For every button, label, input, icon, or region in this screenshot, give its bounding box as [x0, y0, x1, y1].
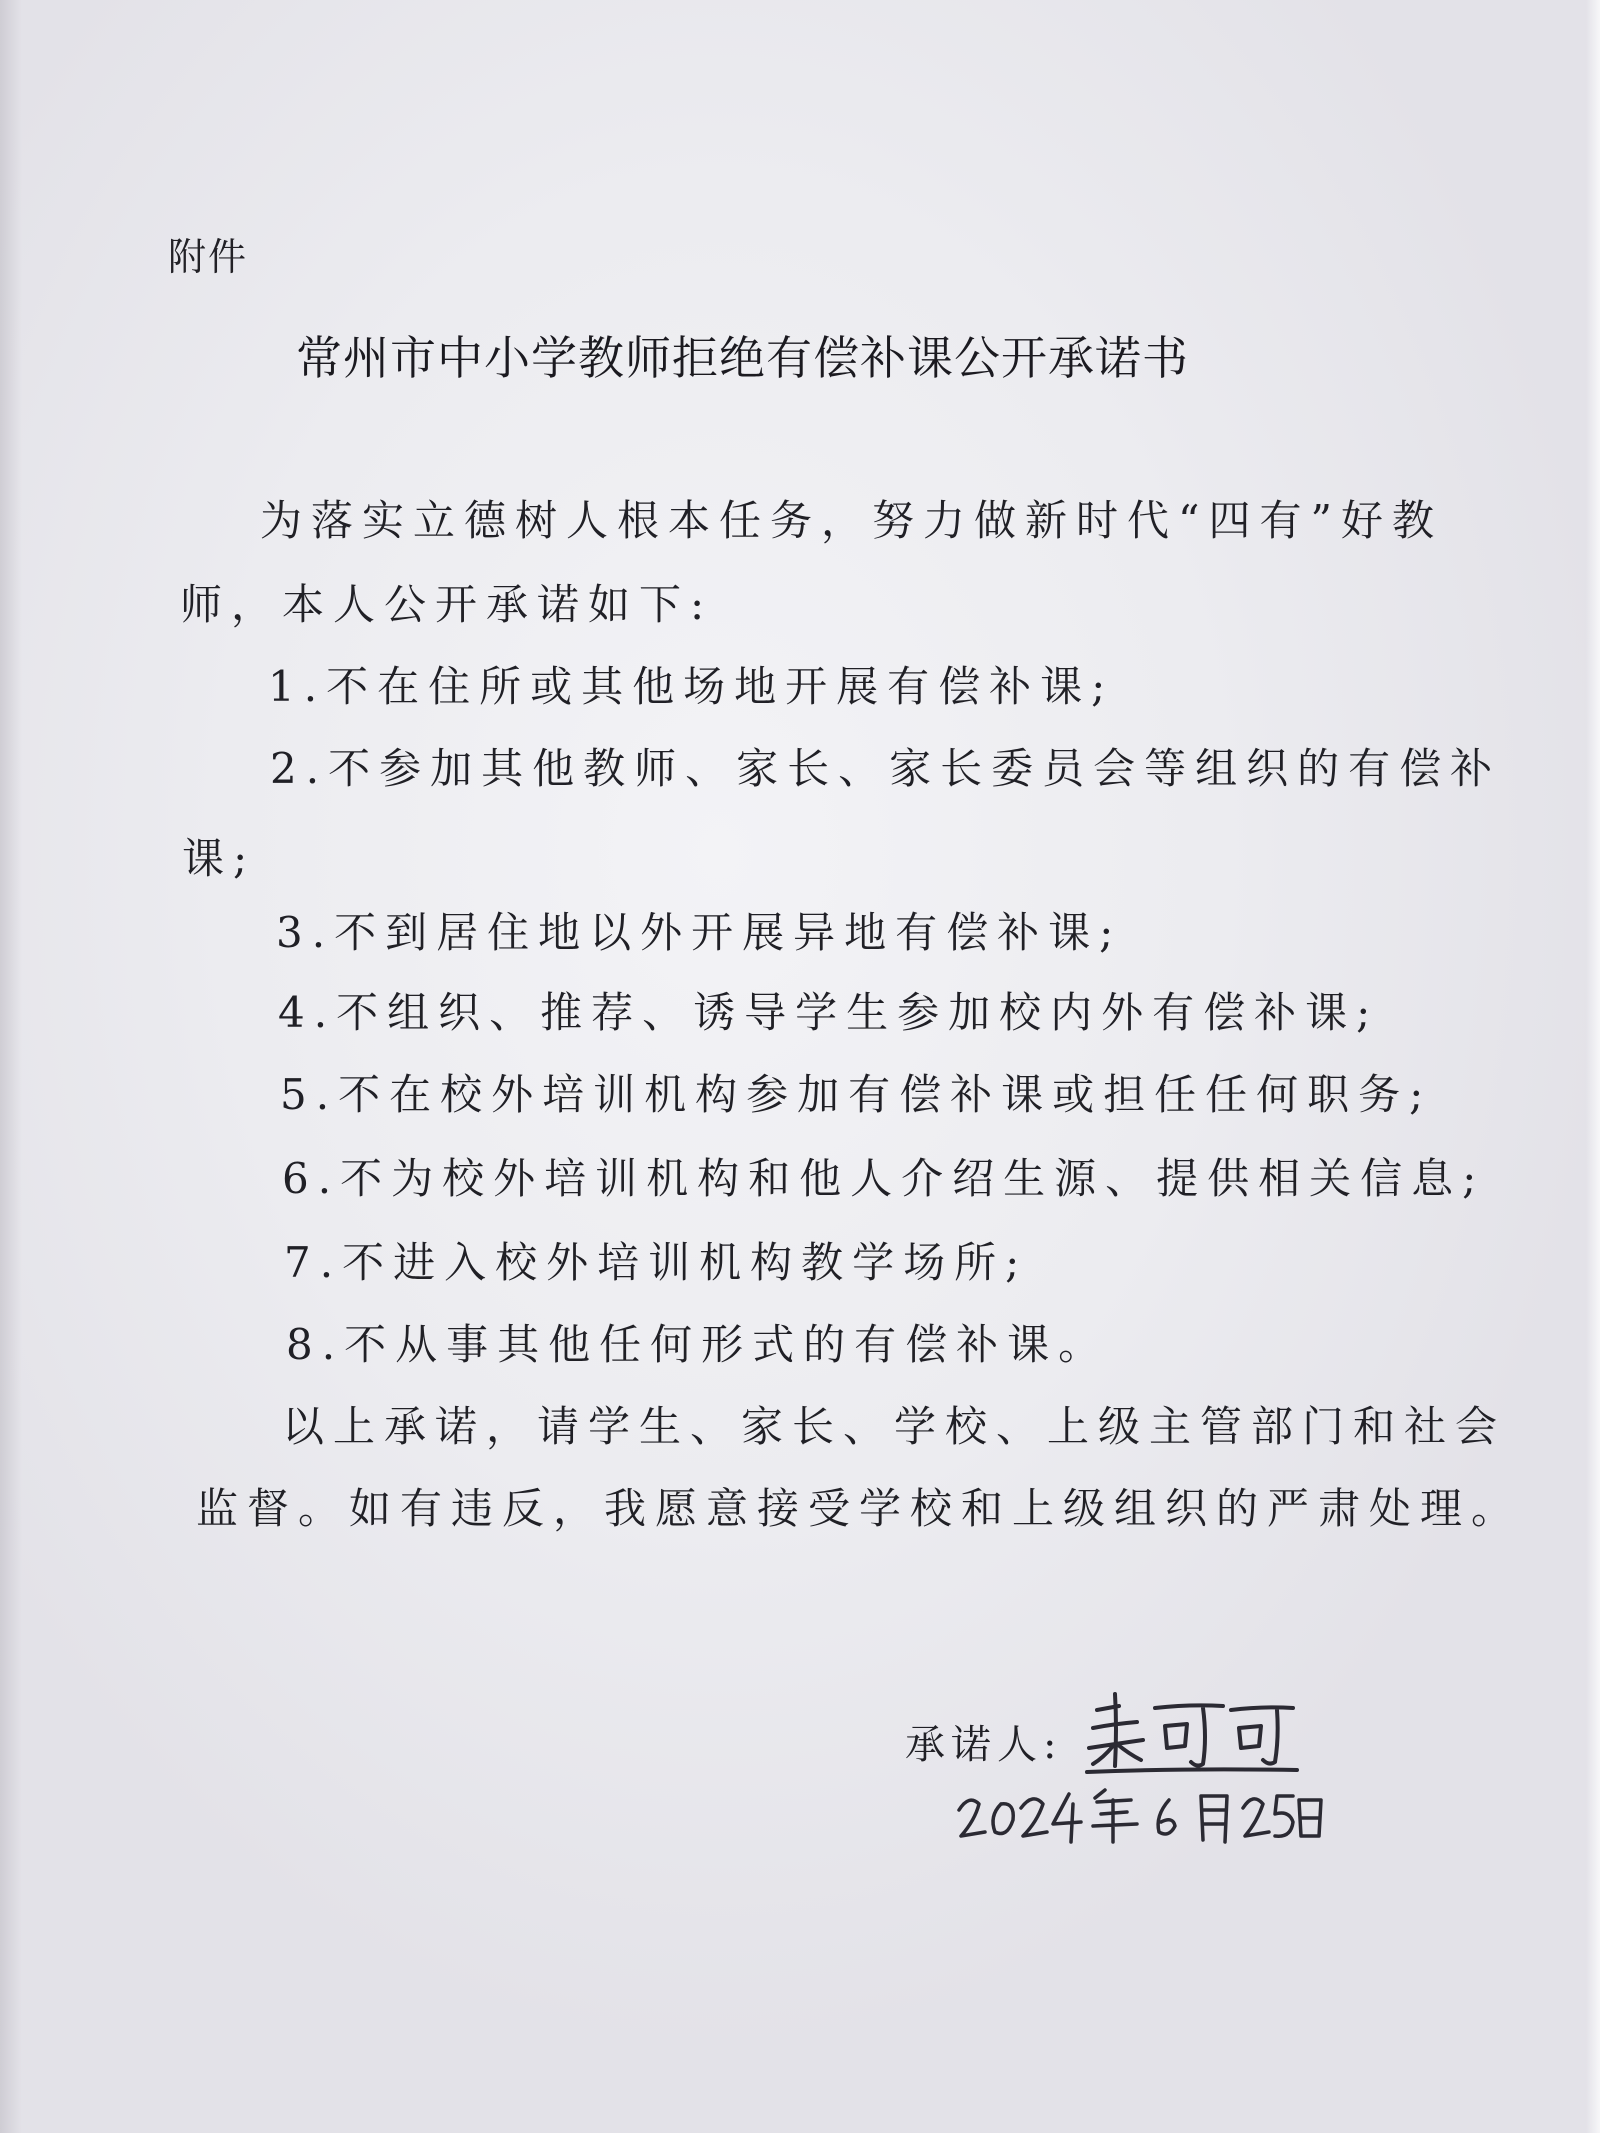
pledge-item: 6.不为校外培训机构和他人介绍生源、提供相关信息; — [282, 1154, 1486, 1203]
pledge-item: 3.不到居住地以外开展异地有偿补课; — [276, 908, 1123, 957]
handwritten-signature — [1085, 1688, 1300, 1778]
page-shadow — [0, 0, 22, 2133]
pledge-item: 8.不从事其他任何形式的有偿补课。 — [286, 1320, 1110, 1369]
pledge-item: 2.不参加其他教师、家长、家长委员会等组织的有偿补 — [270, 744, 1502, 793]
handwritten-date — [955, 1780, 1325, 1850]
pledge-item: 5.不在校外培训机构参加有偿补课或担任任何职务; — [280, 1070, 1433, 1119]
body-line: 以上承诺，请学生、家长、学校、上级主管部门和社会 — [282, 1402, 1507, 1451]
page-edge — [1586, 0, 1600, 2133]
body-line: 师，本人公开承诺如下: — [180, 580, 714, 629]
signer-label: 承诺人: — [905, 1722, 1063, 1768]
body-line: 监督。如有违反，我愿意接受学校和上级组织的严肃处理。 — [196, 1484, 1523, 1533]
document-title: 常州市中小学教师拒绝有偿补课公开承诺书 — [296, 331, 1189, 385]
body-line: 课; — [182, 834, 257, 883]
pledge-item: 1.不在住所或其他场地开展有偿补课; — [268, 662, 1115, 711]
pledge-item: 7.不进入校外培训机构教学场所; — [284, 1238, 1029, 1287]
pledge-item: 4.不组织、推荐、诱导学生参加校内外有偿补课; — [278, 988, 1380, 1037]
body-line: 为落实立德树人根本任务，努力做新时代“四有”好教 — [260, 496, 1443, 545]
attachment-label: 附件 — [168, 235, 249, 279]
